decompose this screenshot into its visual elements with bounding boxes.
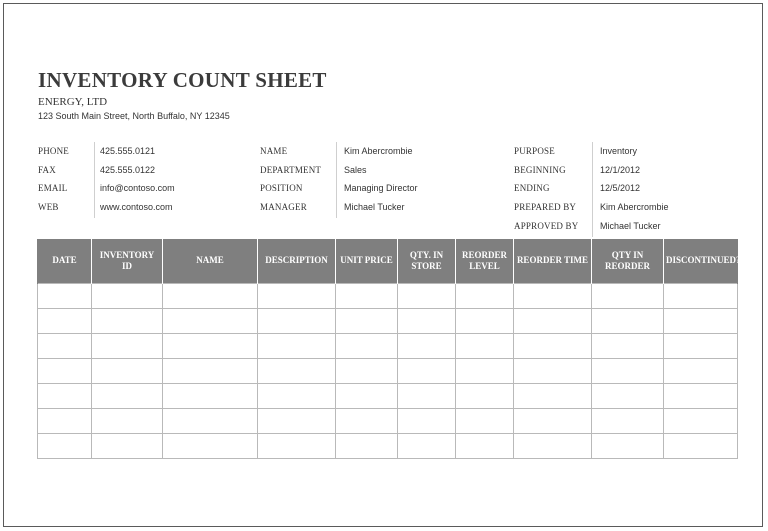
table-cell[interactable] — [398, 283, 456, 308]
details-value-purpose: Inventory — [600, 146, 638, 156]
table-cell[interactable] — [592, 358, 664, 383]
contact-value-phone: 425.555.0121 — [100, 146, 156, 156]
table-cell[interactable] — [664, 283, 738, 308]
inventory-table — [37, 239, 741, 459]
table-cell[interactable] — [92, 333, 163, 358]
details-label-prepared-by: PREPARED BY — [514, 202, 577, 212]
contact-label-phone: PHONE — [38, 146, 70, 156]
table-cell[interactable] — [592, 308, 664, 333]
table-cell[interactable] — [38, 358, 92, 383]
column-header-reorder-level: REORDER LEVEL — [456, 239, 514, 283]
table-cell[interactable] — [92, 283, 163, 308]
table-cell[interactable] — [258, 433, 336, 458]
table-cell[interactable] — [258, 358, 336, 383]
table-cell[interactable] — [92, 383, 163, 408]
table-cell[interactable] — [38, 308, 92, 333]
table-cell[interactable] — [163, 408, 258, 433]
staff-label-manager: MANAGER — [260, 202, 307, 212]
table-cell[interactable] — [592, 433, 664, 458]
table-cell[interactable] — [592, 333, 664, 358]
table-cell[interactable] — [336, 333, 398, 358]
table-cell[interactable] — [163, 358, 258, 383]
table-cell[interactable] — [258, 308, 336, 333]
staff-value-manager: Michael Tucker — [344, 202, 405, 212]
table-cell[interactable] — [38, 283, 92, 308]
table-cell[interactable] — [336, 408, 398, 433]
table-cell[interactable] — [336, 308, 398, 333]
table-cell[interactable] — [456, 408, 514, 433]
table-cell[interactable] — [38, 408, 92, 433]
table-cell[interactable] — [163, 308, 258, 333]
contact-value-fax: 425.555.0122 — [100, 165, 156, 175]
table-cell[interactable] — [163, 333, 258, 358]
table-cell[interactable] — [38, 333, 92, 358]
table-cell[interactable] — [514, 433, 592, 458]
column-header-description: DESCRIPTION — [258, 239, 336, 283]
table-cell[interactable] — [456, 383, 514, 408]
staff-label-position: POSITION — [260, 183, 303, 193]
column-header-reorder-time: REORDER TIME — [514, 239, 592, 283]
table-cell[interactable] — [92, 358, 163, 383]
details-value-prepared-by: Kim Abercrombie — [600, 202, 669, 212]
staff-value-department: Sales — [344, 165, 367, 175]
contact-label-web: WEB — [38, 202, 59, 212]
details-label-approved-by: APPROVED BY — [514, 221, 579, 231]
table-cell[interactable] — [514, 408, 592, 433]
staff-label-department: DEPARTMENT — [260, 165, 322, 175]
table-cell[interactable] — [92, 408, 163, 433]
table-cell[interactable] — [38, 383, 92, 408]
staff-divider — [336, 142, 337, 218]
contact-value-email: info@contoso.com — [100, 183, 175, 193]
column-header-date: DATE — [38, 239, 92, 283]
table-cell[interactable] — [514, 283, 592, 308]
table-cell[interactable] — [38, 433, 92, 458]
table-header-row — [38, 239, 738, 283]
details-value-beginning: 12/1/2012 — [600, 165, 641, 175]
table-cell[interactable] — [398, 408, 456, 433]
contact-divider — [94, 142, 95, 218]
column-header-name: NAME — [163, 239, 258, 283]
table-cell[interactable] — [456, 358, 514, 383]
table-row — [38, 333, 738, 358]
column-header-inventory-id: INVENTORY ID — [92, 239, 163, 283]
column-header-discontinued: DISCONTINUED? — [664, 239, 738, 283]
table-cell[interactable] — [456, 308, 514, 333]
details-value-ending: 12/5/2012 — [600, 183, 641, 193]
table-cell[interactable] — [163, 433, 258, 458]
contact-label-email: EMAIL — [38, 183, 68, 193]
table-cell[interactable] — [664, 383, 738, 408]
table-cell[interactable] — [336, 283, 398, 308]
staff-label-name: NAME — [260, 146, 288, 156]
table-cell[interactable] — [398, 433, 456, 458]
details-label-purpose: PURPOSE — [514, 146, 555, 156]
column-header-unit-price: UNIT PRICE — [336, 239, 398, 283]
staff-value-name: Kim Abercrombie — [344, 146, 413, 156]
table-cell[interactable] — [163, 283, 258, 308]
table-cell[interactable] — [592, 383, 664, 408]
table-row — [38, 283, 738, 308]
table-cell[interactable] — [258, 283, 336, 308]
table-row — [38, 433, 738, 458]
table-cell[interactable] — [336, 383, 398, 408]
table-cell[interactable] — [336, 433, 398, 458]
table-row — [38, 408, 738, 433]
table-cell[interactable] — [664, 333, 738, 358]
table-cell[interactable] — [398, 383, 456, 408]
table-cell[interactable] — [592, 408, 664, 433]
table-cell[interactable] — [664, 433, 738, 458]
table-body — [38, 283, 738, 458]
table-cell[interactable] — [398, 358, 456, 383]
column-header-qty-in-reorder: QTY IN REORDER — [592, 239, 664, 283]
staff-value-position: Managing Director — [344, 183, 418, 193]
table-cell[interactable] — [398, 333, 456, 358]
table-row — [38, 308, 738, 333]
company-address: 123 South Main Street, North Buffalo, NY 12345 — [38, 111, 230, 121]
table-cell[interactable] — [258, 408, 336, 433]
table-cell[interactable] — [258, 333, 336, 358]
column-header-qty-in-store: QTY. IN STORE — [398, 239, 456, 283]
table-cell[interactable] — [664, 408, 738, 433]
table-cell[interactable] — [92, 308, 163, 333]
table-cell[interactable] — [456, 333, 514, 358]
table-cell[interactable] — [456, 433, 514, 458]
table-cell[interactable] — [664, 308, 738, 333]
table-cell[interactable] — [592, 283, 664, 308]
details-value-approved-by: Michael Tucker — [600, 221, 661, 231]
table-cell[interactable] — [163, 383, 258, 408]
details-divider — [592, 142, 593, 237]
table-row — [38, 383, 738, 408]
table-row — [38, 358, 738, 383]
table-cell[interactable] — [258, 383, 336, 408]
contact-label-fax: FAX — [38, 165, 56, 175]
company-name: ENERGY, LTD — [38, 96, 108, 108]
sheet-title: INVENTORY COUNT SHEET — [38, 68, 327, 92]
table-cell[interactable] — [664, 358, 738, 383]
table-cell[interactable] — [336, 358, 398, 383]
contact-value-web: www.contoso.com — [100, 202, 173, 212]
table-cell[interactable] — [398, 308, 456, 333]
table-cell[interactable] — [92, 433, 163, 458]
table-cell[interactable] — [514, 308, 592, 333]
table-cell[interactable] — [514, 358, 592, 383]
details-label-beginning: BEGINNING — [514, 165, 566, 175]
table-cell[interactable] — [514, 333, 592, 358]
details-label-ending: ENDING — [514, 183, 550, 193]
table-cell[interactable] — [514, 383, 592, 408]
table-cell[interactable] — [456, 283, 514, 308]
